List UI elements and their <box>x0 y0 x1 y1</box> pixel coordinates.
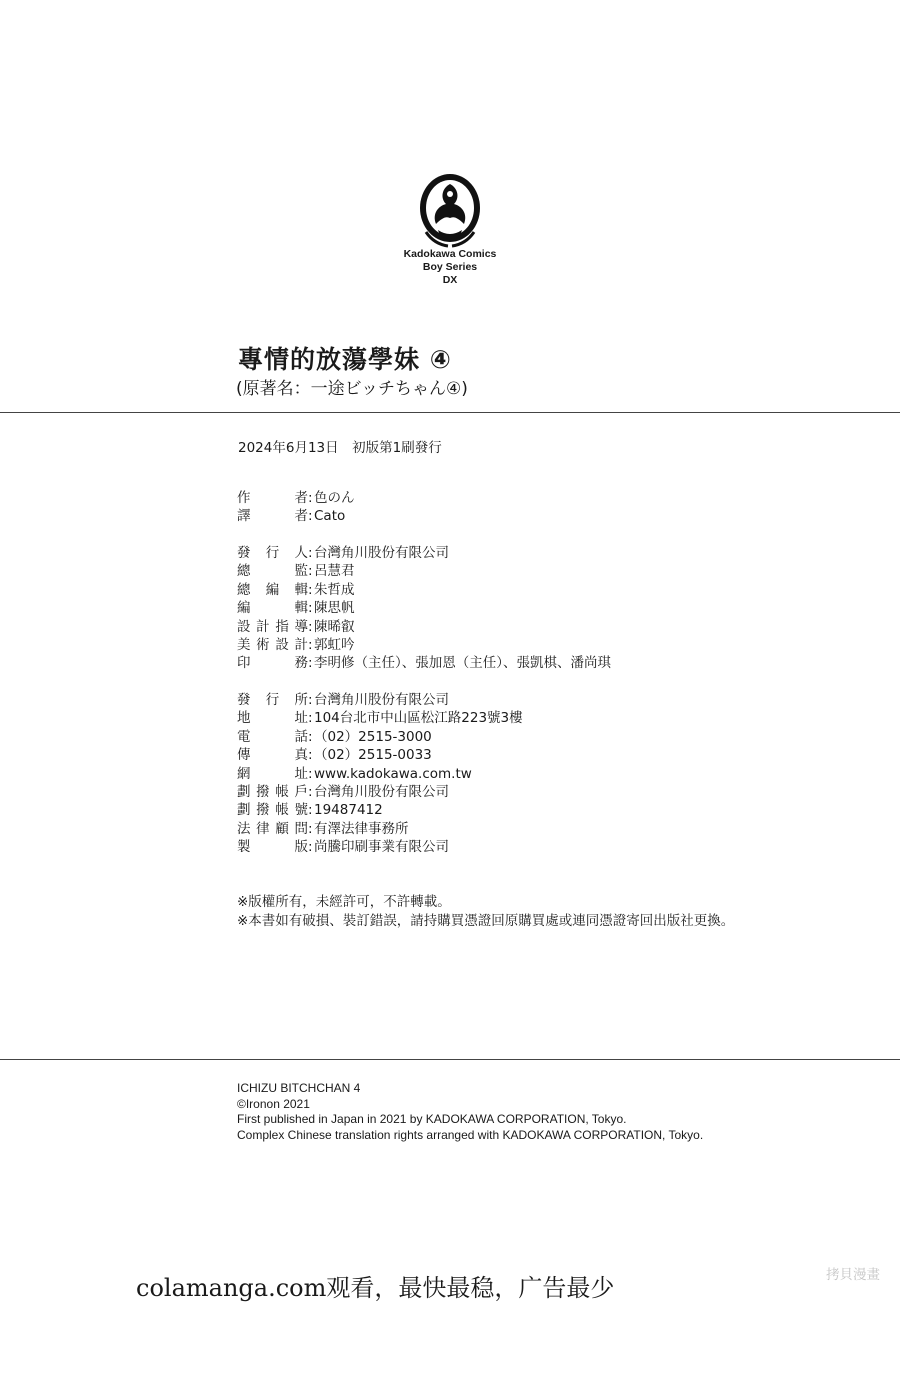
publisher-value: 104台北市中山區松江路223號3樓 <box>314 710 523 727</box>
english-rights-block <box>237 1081 703 1143</box>
credit-row: 譯者:Cato <box>237 508 346 525</box>
note-line: ※版權所有，未經許可，不許轉載。 <box>237 894 451 910</box>
english-line: ICHIZU BITCHCHAN 4 <box>237 1081 361 1095</box>
site-footer-banner: colamanga.com观看，最快最稳，广告最少 <box>136 1274 615 1302</box>
english-line: Complex Chinese translation rights arranged with KADOKAWA CORPORATION, Tokyo. <box>237 1127 704 1142</box>
credit-row: 作者:色のん <box>237 490 355 506</box>
publisher-label: 劃撥帳戶 <box>237 783 308 800</box>
publisher-row: 法律顧問:有澤法律事務所 <box>237 820 409 837</box>
english-line: First published in Japan in 2021 by KADOKAWA CORPORATION, Tokyo. <box>237 1112 627 1126</box>
series-line-1: Kadokawa Comics <box>403 248 497 260</box>
publisher-value: 台灣角川股份有限公司 <box>314 783 449 800</box>
staff-label: 發行人 <box>237 545 308 561</box>
publisher-value: 台灣角川股份有限公司 <box>314 692 449 708</box>
original-title: (原著名：一途ビッチちゃん④) <box>236 379 468 399</box>
publisher-value: 尚騰印刷事業有限公司 <box>314 839 449 856</box>
publisher-row: 電話:（02）2515-3000 <box>237 728 432 745</box>
staff-row: 印務:李明修（主任）、張加恩（主任）、張凱棋、潘尚琪 <box>237 655 611 672</box>
staff-row: 設計指導:陳晞叡 <box>237 618 355 635</box>
publisher-value: （02）2515-3000 <box>314 728 432 745</box>
publisher-row: 劃撥帳號:19487412 <box>237 802 383 819</box>
english-line: ©Ironon 2021 <box>237 1096 310 1111</box>
publisher-row: 劃撥帳戶:台灣角川股份有限公司 <box>237 783 449 800</box>
publisher-value: 19487412 <box>314 802 383 819</box>
staff-block <box>237 544 611 673</box>
staff-row: 發行人:台灣角川股份有限公司 <box>237 545 449 561</box>
staff-label: 設計指導 <box>237 618 308 635</box>
publisher-label: 劃撥帳號 <box>237 802 308 819</box>
publisher-label: 發行所 <box>237 692 308 708</box>
book-title: 專情的放蕩學妹 ④ <box>238 345 452 374</box>
publisher-label: 製版 <box>237 839 308 856</box>
staff-value: 陳晞叡 <box>314 618 355 635</box>
divider-top <box>0 412 900 413</box>
credit-value: Cato <box>314 508 346 525</box>
publisher-label: 電話 <box>237 728 308 745</box>
series-label <box>380 248 520 287</box>
staff-label: 編輯 <box>237 600 308 617</box>
staff-value: 陳思帆 <box>314 600 355 617</box>
series-line-3: DX <box>442 274 458 286</box>
publisher-row: 傳真:（02）2515-0033 <box>237 747 432 764</box>
staff-label: 美術設計 <box>237 636 308 653</box>
publisher-row: 地址:104台北市中山區松江路223號3樓 <box>237 710 523 727</box>
kadokawa-phoenix-logo-icon <box>412 172 488 250</box>
series-line-2: Boy Series <box>422 261 478 273</box>
publisher-block <box>237 691 523 857</box>
publisher-row: 發行所:台灣角川股份有限公司 <box>237 692 449 708</box>
publisher-row: 製版:尚騰印刷事業有限公司 <box>237 839 449 856</box>
publisher-website: www.kadokawa.com.tw <box>314 765 472 782</box>
publisher-label: 地址 <box>237 710 308 727</box>
credits-block <box>237 489 355 526</box>
staff-row: 總編輯:朱哲成 <box>237 581 355 598</box>
credit-label: 作者 <box>237 490 308 506</box>
edition-date: 2024年6月13日 初版第1刷發行 <box>238 440 442 456</box>
publisher-label: 傳真 <box>237 747 308 764</box>
credit-value: 色のん <box>314 490 355 506</box>
watermark: 拷貝漫畫 <box>826 1267 880 1283</box>
staff-label: 印務 <box>237 655 308 672</box>
publisher-label: 網址 <box>237 765 308 782</box>
copyright-notes <box>237 893 734 931</box>
staff-row: 美術設計:郭虹吟 <box>237 636 355 653</box>
staff-value: 呂慧君 <box>314 563 355 580</box>
staff-row: 編輯:陳思帆 <box>237 600 355 617</box>
note-line: ※本書如有破損、裝訂錯誤，請持購買憑證回原購買處或連同憑證寄回出版社更換。 <box>237 913 735 929</box>
staff-label: 總監 <box>237 563 308 580</box>
staff-value: 郭虹吟 <box>314 636 355 653</box>
publisher-value: （02）2515-0033 <box>314 747 432 764</box>
staff-label: 總編輯 <box>237 581 308 598</box>
publisher-row: 網址:www.kadokawa.com.tw <box>237 765 472 782</box>
credit-label: 譯者 <box>237 508 308 525</box>
divider-bottom <box>0 1059 900 1060</box>
publisher-value: 有澤法律事務所 <box>314 820 409 837</box>
staff-row: 總監:呂慧君 <box>237 563 355 580</box>
staff-value: 李明修（主任）、張加恩（主任）、張凱棋、潘尚琪 <box>314 655 611 672</box>
staff-value: 台灣角川股份有限公司 <box>314 545 449 561</box>
publisher-label: 法律顧問 <box>237 820 308 837</box>
staff-value: 朱哲成 <box>314 581 355 598</box>
